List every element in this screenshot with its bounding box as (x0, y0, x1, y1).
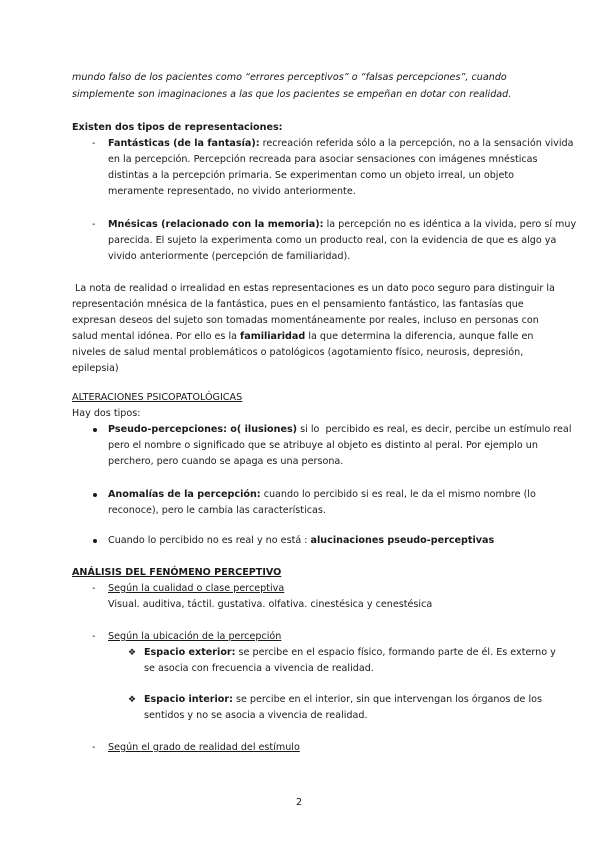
page-number: 2 (296, 797, 303, 808)
alucinaciones-term: alucinaciones pseudo-perceptivas (310, 535, 495, 546)
anomalias-line-2: reconoce), pero le cambia las características. (108, 505, 326, 516)
alteraciones-intro: Hay dos tipos: (72, 408, 141, 419)
fantasticas-line-1 (108, 138, 573, 150)
realidad-line-3: expresan deseos del sujeto son tomadas momentáneamente por reales, incluso en personas con (72, 315, 539, 326)
realidad-line-2: representación mnésica de la fantástica, pues en el pensamiento fantástico, las fantasías que (72, 299, 524, 310)
diamond-bullet-icon: ❖ (128, 648, 137, 658)
interior-line-1 (144, 694, 542, 706)
dash-marker: - (92, 742, 96, 753)
cualidad-label: Según la cualidad o clase perceptiva (108, 583, 285, 594)
ubicacion-label: Según la ubicación de la percepción (108, 631, 282, 642)
analisis-heading: ANÁLISIS DEL FENÓMENO PERCEPTIVO (72, 567, 282, 578)
exterior-first: se percibe en el espacio físico, formando parte de él. Es externo y (235, 647, 556, 658)
exterior-line-1 (144, 647, 556, 659)
interior-line-2: sentidos y no se asocia a vivencia de realidad. (144, 710, 368, 721)
pseudo-first: si lo percibido es real, es decir, percibe un estímulo real (297, 424, 572, 435)
dash-marker: - (92, 631, 96, 642)
interior-term: Espacio interior: (144, 694, 233, 705)
pseudo-line-3: perchero, pero cuando se apaga es una persona. (108, 456, 344, 467)
dash-marker: - (92, 138, 96, 149)
pseudo-term: Pseudo-percepciones: o( ilusiones) (108, 424, 298, 435)
alteraciones-heading: ALTERACIONES PSICOPATOLÓGICAS (72, 392, 243, 403)
realidad-line-4-a: salud mental idónea. Por ello es la (72, 331, 241, 342)
mnesicas-line-1 (108, 219, 576, 231)
pseudo-line-2: pero el nombre o significado que se atribuye al objeto es distinto al peral. Por ejemplo un (108, 440, 538, 451)
exterior-line-2: se asocia con frecuencia a vivencia de realidad. (144, 663, 374, 674)
intro-line-1: mundo falso de los pacientes como “errores perceptivos” o “falsas percepciones”, cuando (72, 72, 507, 83)
realidad-line-4-b: la que determina la diferencia, aunque falle en (305, 331, 534, 342)
diamond-bullet-icon: ❖ (128, 695, 137, 705)
bullet-dot-icon (93, 539, 97, 543)
realidad-line-1: La nota de realidad o irrealidad en estas representaciones es un dato poco seguro para distinguir la (72, 283, 555, 294)
dash-marker: - (92, 583, 96, 594)
realidad-line-4 (72, 331, 533, 343)
alucinaciones-before: Cuando lo percibido no es real y no está : (108, 535, 311, 546)
mnesicas-term: Mnésicas (relacionado con la memoria): (108, 219, 324, 230)
anomalias-line-1 (108, 489, 536, 501)
familiaridad-term: familiaridad (240, 331, 306, 342)
interior-first: se percibe en el interior, sin que intervengan los órganos de los (232, 694, 542, 705)
anomalias-first: cuando lo percibido si es real, le da el mismo nombre (lo (260, 489, 536, 500)
mnesicas-first: la percepción no es idéntica a la vivida, pero sí muy (323, 219, 577, 230)
bullet-dot-icon (93, 493, 97, 497)
alucinaciones-line (108, 535, 494, 547)
realidad-line-6: epilepsia) (72, 363, 119, 374)
pseudo-line-1 (108, 424, 571, 436)
mnesicas-line-3: vivido anteriormente (percepción de familiaridad). (108, 251, 351, 262)
exterior-term: Espacio exterior: (144, 647, 236, 658)
anomalias-term: Anomalías de la percepción: (108, 489, 261, 500)
dash-marker: - (92, 219, 96, 230)
mnesicas-line-2: parecida. El sujeto la experimenta como un producto real, con la evidencia de que es algo ya (108, 235, 557, 246)
intro-line-2: simplemente son imaginaciones a las que los pacientes se empeñan en dotar con realidad. (72, 89, 512, 100)
bullet-dot-icon (93, 428, 97, 432)
realidad-line-5: niveles de salud mental problemáticos o patológicos (agotamiento físico, neurosis, depresión, (72, 347, 524, 358)
fantasticas-first: recreación referida sólo a la percepción, no a la sensación vivida (259, 138, 574, 149)
cualidad-detail: Visual. auditiva, táctil. gustativa. olfativa. cinestésica y cenestésica (108, 599, 433, 610)
fantasticas-line-4: meramente representado, no vivido anteriormente. (108, 186, 356, 197)
fantasticas-term: Fantásticas (de la fantasía): (108, 138, 260, 149)
fantasticas-line-3: distintas a la percepción primaria. Se experimentan como un objeto irreal, un objeto (108, 170, 514, 181)
grado-label: Según el grado de realidad del estímulo (108, 742, 300, 753)
representaciones-heading: Existen dos tipos de representaciones: (72, 122, 283, 133)
fantasticas-line-2: en la percepción. Percepción recreada para asociar sensaciones con imágenes mnésticas (108, 154, 538, 165)
